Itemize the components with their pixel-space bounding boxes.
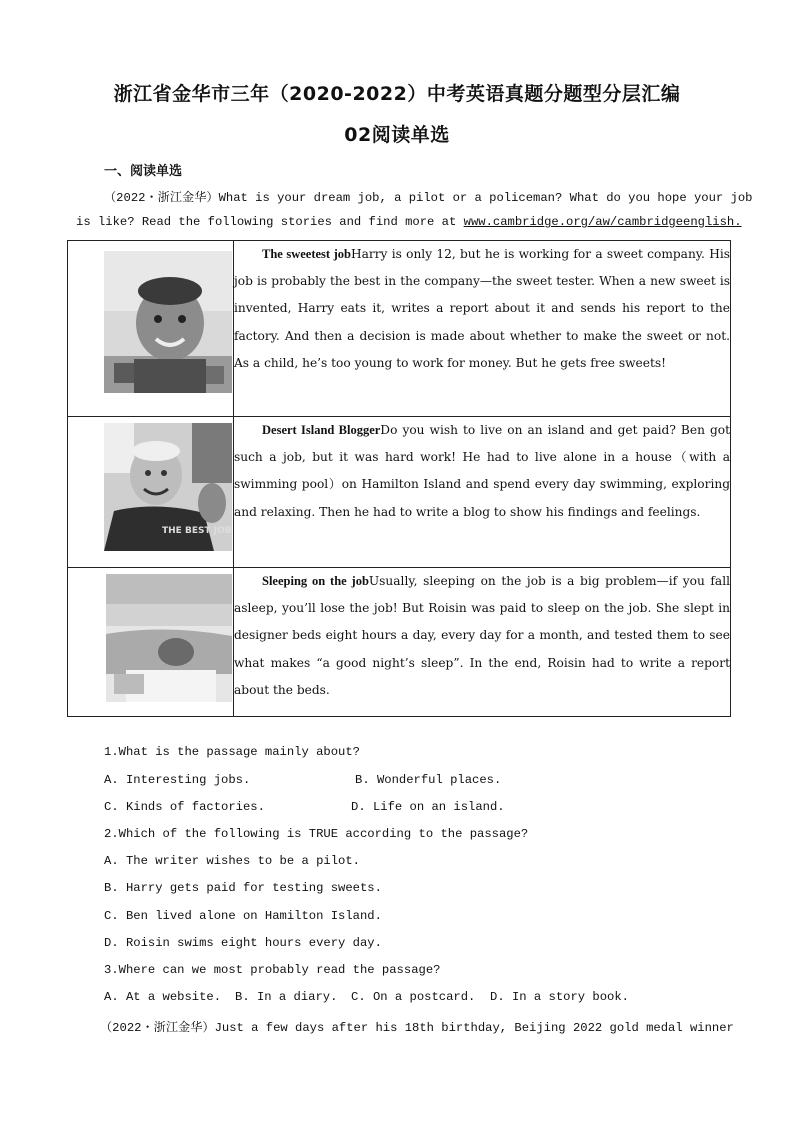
option-1b[interactable]: B. Wonderful places. — [355, 773, 502, 787]
story-text-cell — [234, 241, 731, 417]
option-2d[interactable]: D. Roisin swims eight hours every day. — [104, 936, 382, 950]
option-1a[interactable]: A. Interesting jobs. — [104, 773, 251, 787]
next-passage-intro: （2022・浙江金华）Just a few days after his 18th birthday, Beijing 2022 gold medal winner — [100, 1021, 734, 1035]
question-text: Where can we most probably read the passage? — [118, 963, 441, 977]
story-text-cell — [234, 417, 731, 568]
blogger-photo — [104, 423, 232, 551]
story-heading: Sleeping on the job — [262, 574, 369, 588]
document-title: 浙江省金华市三年（2020-2022）中考英语真题分题型分层汇编 — [113, 83, 681, 105]
question-3 — [104, 963, 440, 977]
story-body: Harry is only 12, but he is working for a sweet company. His job is probably the best in the company—the sweet tester. When a new sweet is invented, Harry eats it, writes a report about it and sends his report to the factory. And then a decision is made about whether to make the sweet or not. As a child, he’s too young to work for money. But he gets free sweets! — [234, 247, 730, 370]
story-row — [68, 568, 731, 717]
option-3b[interactable]: B. In a diary. — [235, 990, 338, 1004]
question-number: 3. — [104, 963, 119, 977]
passage-intro-line2 — [76, 215, 742, 229]
option-2c[interactable]: C. Ben lived alone on Hamilton Island. — [104, 909, 382, 923]
story-text-cell — [234, 568, 731, 717]
story-island-blogger — [234, 417, 730, 526]
stories-table — [67, 240, 731, 717]
option-1d[interactable]: D. Life on an island. — [351, 800, 505, 814]
question-2 — [104, 827, 528, 841]
passage-intro-line1: （2022・浙江金华）What is your dream job, a pilot or a policeman? What do you hope your job — [104, 191, 753, 205]
story-row — [68, 241, 731, 417]
shirt-text: THE BEST JOB — [162, 526, 232, 536]
question-number: 2. — [104, 827, 119, 841]
option-3c[interactable]: C. On a postcard. — [351, 990, 476, 1004]
option-3a[interactable]: A. At a website. — [104, 990, 222, 1004]
question-text: What is the passage mainly about? — [118, 745, 360, 759]
section-heading: 一、阅读单选 — [104, 164, 183, 179]
option-3d[interactable]: D. In a story book. — [490, 990, 629, 1004]
image-cell — [68, 568, 234, 717]
story-heading: The sweetest job — [262, 247, 351, 261]
sleeper-photo — [106, 574, 232, 702]
option-2a[interactable]: A. The writer wishes to be a pilot. — [104, 854, 360, 868]
question-number: 1. — [104, 745, 119, 759]
image-cell — [68, 417, 234, 568]
option-1c[interactable]: C. Kinds of factories. — [104, 800, 265, 814]
story-sweetest-job — [234, 241, 730, 377]
document-subtitle: 02阅读单选 — [344, 124, 450, 146]
story-sleeping-job — [234, 568, 730, 704]
question-1 — [104, 745, 360, 759]
option-2b[interactable]: B. Harry gets paid for testing sweets. — [104, 881, 382, 895]
story-heading: Desert Island Blogger — [262, 423, 381, 437]
cambridge-link[interactable]: www.cambridge.org/aw/cambridgeenglish. — [463, 215, 742, 229]
question-text: Which of the following is TRUE according to the passage? — [118, 827, 529, 841]
image-cell — [68, 241, 234, 417]
intro-text: is like? Read the following stories and find more at — [76, 215, 464, 229]
story-row — [68, 417, 731, 568]
boy-photo — [104, 251, 232, 393]
story-body: Do you wish to live on an island and get paid? Ben got such a job, but it was hard work! He had to live alone in a house（with a swimming pool）on Hamilton Island and spend every day swimming, exploring and relaxing. Then he had to write a blog to show his findings and feelings. — [234, 423, 730, 519]
story-body: Usually, sleeping on the job is a big problem—if you fall asleep, you’ll lose the job! But Roisin was paid to sleep on the job. She slept in designer beds eight hours a day, every day for a month, and tested them to see what makes “a good night’s sleep”. In the end, Roisin had to write a report about the beds. — [234, 574, 730, 697]
